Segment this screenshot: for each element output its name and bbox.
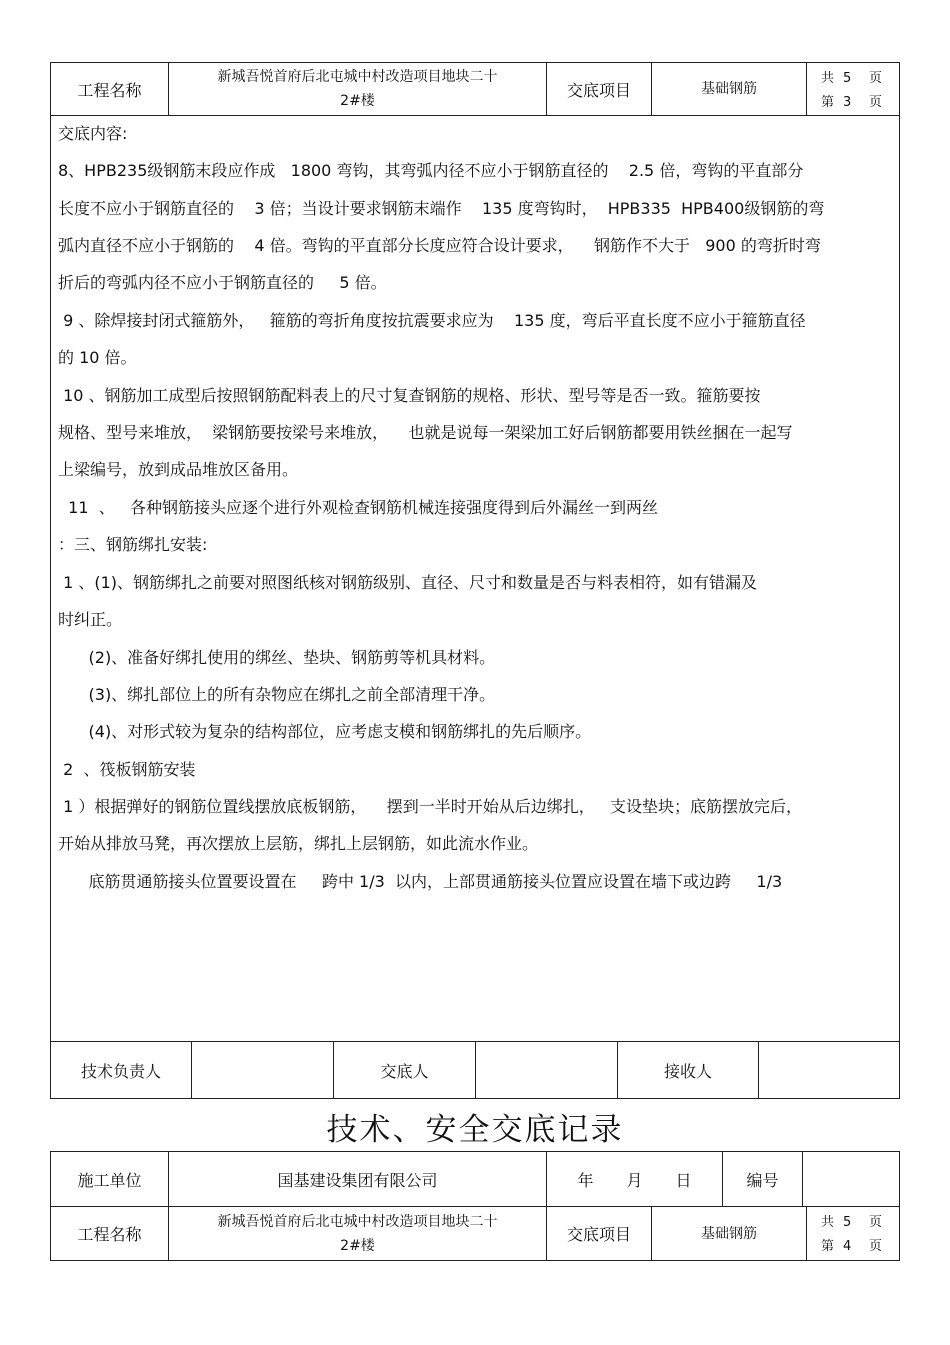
discloser-signature[interactable] bbox=[476, 1042, 618, 1098]
item-value-cell bbox=[652, 63, 807, 115]
content-line: (4)、对形式较为复杂的结构部位，应考虑支模和钢筋绑扎的先后顺序。 bbox=[58, 722, 592, 741]
project-label: 工程名称 bbox=[77, 80, 142, 100]
total-prefix: 共 bbox=[821, 1215, 835, 1230]
project-label: 工程名称 bbox=[77, 1225, 142, 1244]
project-name-line1: 新城吾悦首府后北屯城中村改造项目地块二十 bbox=[217, 1213, 498, 1230]
unit-label-cell bbox=[51, 1152, 169, 1206]
discloser-label: 交底人 bbox=[380, 1061, 429, 1081]
content-line: 规格、型号来堆放， 梁钢筋要按梁号来堆放， 也就是说每一架梁加工好后钢筋都要用铁丝捆在一起写 bbox=[58, 423, 793, 442]
receiver-label-cell bbox=[618, 1042, 759, 1098]
total-unit: 页 bbox=[869, 71, 883, 86]
item-label-cell bbox=[547, 1207, 652, 1260]
tech-lead-label: 技术负责人 bbox=[80, 1061, 161, 1081]
current-unit: 页 bbox=[869, 1239, 883, 1254]
content-line: 底筋贯通筋接头位置要设置在 跨中 1/3 以内，上部贯通筋接头位置应设置在墙下或边跨 1/3 bbox=[58, 872, 783, 891]
project-name-line2: 2#楼 bbox=[340, 1237, 375, 1254]
date-month-label: 月 bbox=[626, 1170, 643, 1190]
item-value: 基础钢筋 bbox=[701, 1225, 757, 1242]
tech-lead-label-cell bbox=[51, 1042, 192, 1098]
content-line: 1 ）根据弹好的钢筋位置线摆放底板钢筋， 摆到一半时开始从后边绑扎， 支设垫块；底筋摆放完后， bbox=[58, 797, 802, 816]
project-name-line1: 新城吾悦首府后北屯城中村改造项目地块二十 bbox=[217, 69, 498, 85]
unit-label: 施工单位 bbox=[77, 1170, 142, 1190]
date-day-label: 日 bbox=[675, 1170, 692, 1190]
date-cell[interactable] bbox=[547, 1152, 723, 1206]
current-prefix: 第 bbox=[821, 95, 835, 110]
project-name-cell bbox=[169, 1207, 547, 1260]
item-value-cell bbox=[652, 1207, 807, 1260]
content-line: 9 、除焊接封闭式箍筋外， 箍筋的弯折角度按抗震要求应为 135 度，弯后平直长度不应小于箍筋直径 bbox=[58, 311, 806, 330]
unit-name: 国基建设集团有限公司 bbox=[277, 1170, 438, 1190]
discloser-label-cell bbox=[334, 1042, 476, 1098]
project-name-line2: 2#楼 bbox=[340, 93, 375, 109]
content-line: 的 10 倍。 bbox=[58, 348, 137, 367]
disclosure-content-area bbox=[50, 115, 900, 1042]
number-label: 编号 bbox=[746, 1170, 779, 1190]
content-line: 弧内直径不应小于钢筋的 4 倍。弯钩的平直部分长度应符合设计要求， 钢筋作不大于 900 的弯折时弯 bbox=[58, 236, 821, 255]
content-line: 1 、(1)、钢筋绑扎之前要对照图纸核对钢筋级别、直径、尺寸和数量是否与料表相符，如有错漏及 bbox=[58, 573, 758, 592]
page-count-cell bbox=[807, 63, 899, 115]
content-line: 11 、 各种钢筋接头应逐个进行外观检查钢筋机械连接强度得到后外漏丝一到两丝 bbox=[58, 498, 658, 517]
content-line: (2)、准备好绑扎使用的绑丝、垫块、钢筋剪等机具材料。 bbox=[58, 648, 496, 667]
unit-row bbox=[50, 1151, 900, 1207]
content-line: 上梁编号，放到成品堆放区备用。 bbox=[58, 460, 299, 479]
content-line: 长度不应小于钢筋直径的 3 倍；当设计要求钢筋末端作 135 度弯钩时， HPB335 HPB400级钢筋的弯 bbox=[58, 199, 825, 218]
content-line: 时纠正。 bbox=[58, 610, 123, 629]
total-pages: 5 bbox=[843, 1215, 852, 1230]
project-label-cell bbox=[51, 63, 169, 115]
signature-row bbox=[50, 1041, 900, 1099]
total-pages: 5 bbox=[843, 71, 852, 86]
item-label: 交底项目 bbox=[566, 80, 631, 100]
current-prefix: 第 bbox=[821, 1239, 835, 1254]
next-project-row bbox=[50, 1206, 900, 1261]
receiver-signature[interactable] bbox=[759, 1042, 899, 1098]
unit-name-cell bbox=[169, 1152, 547, 1206]
content-line: (3)、绑扎部位上的所有杂物应在绑扎之前全部清理干净。 bbox=[58, 685, 496, 704]
current-unit: 页 bbox=[869, 95, 883, 110]
total-prefix: 共 bbox=[821, 71, 835, 86]
content-line: ：三、钢筋绑扎安装: bbox=[58, 535, 208, 554]
item-label: 交底项目 bbox=[566, 1225, 631, 1244]
content-line: 10 、钢筋加工成型后按照钢筋配料表上的尺寸复查钢筋的规格、形状、型号等是否一致。箍筋要按 bbox=[58, 386, 761, 405]
item-label-cell bbox=[547, 63, 652, 115]
content-line: 开始从排放马凳，再次摆放上层筋，绑扎上层钢筋，如此流水作业。 bbox=[58, 834, 539, 853]
date-year-label: 年 bbox=[577, 1170, 594, 1190]
project-label-cell bbox=[51, 1207, 169, 1260]
top-header-row bbox=[50, 62, 900, 116]
number-label-cell bbox=[723, 1152, 803, 1206]
page-count-cell bbox=[807, 1207, 899, 1260]
content-line: 折后的弯弧内径不应小于钢筋直径的 5 倍。 bbox=[58, 273, 387, 292]
project-name-cell bbox=[169, 63, 547, 115]
item-value: 基础钢筋 bbox=[701, 81, 757, 97]
content-line: 交底内容: bbox=[58, 124, 128, 143]
current-page: 4 bbox=[843, 1239, 852, 1254]
tech-lead-signature[interactable] bbox=[192, 1042, 334, 1098]
number-value-cell[interactable] bbox=[803, 1152, 899, 1206]
content-line: 2 、筏板钢筋安装 bbox=[58, 760, 196, 779]
current-page: 3 bbox=[843, 95, 852, 110]
receiver-label: 接收人 bbox=[663, 1061, 712, 1081]
record-title: 技术、安全交底记录 bbox=[326, 1112, 624, 1148]
total-unit: 页 bbox=[869, 1215, 883, 1230]
content-line: 8、HPB235级钢筋末段应作成 1800 弯钩，其弯弧内径不应小于钢筋直径的 2.5 倍，弯钩的平直部分 bbox=[58, 161, 804, 180]
